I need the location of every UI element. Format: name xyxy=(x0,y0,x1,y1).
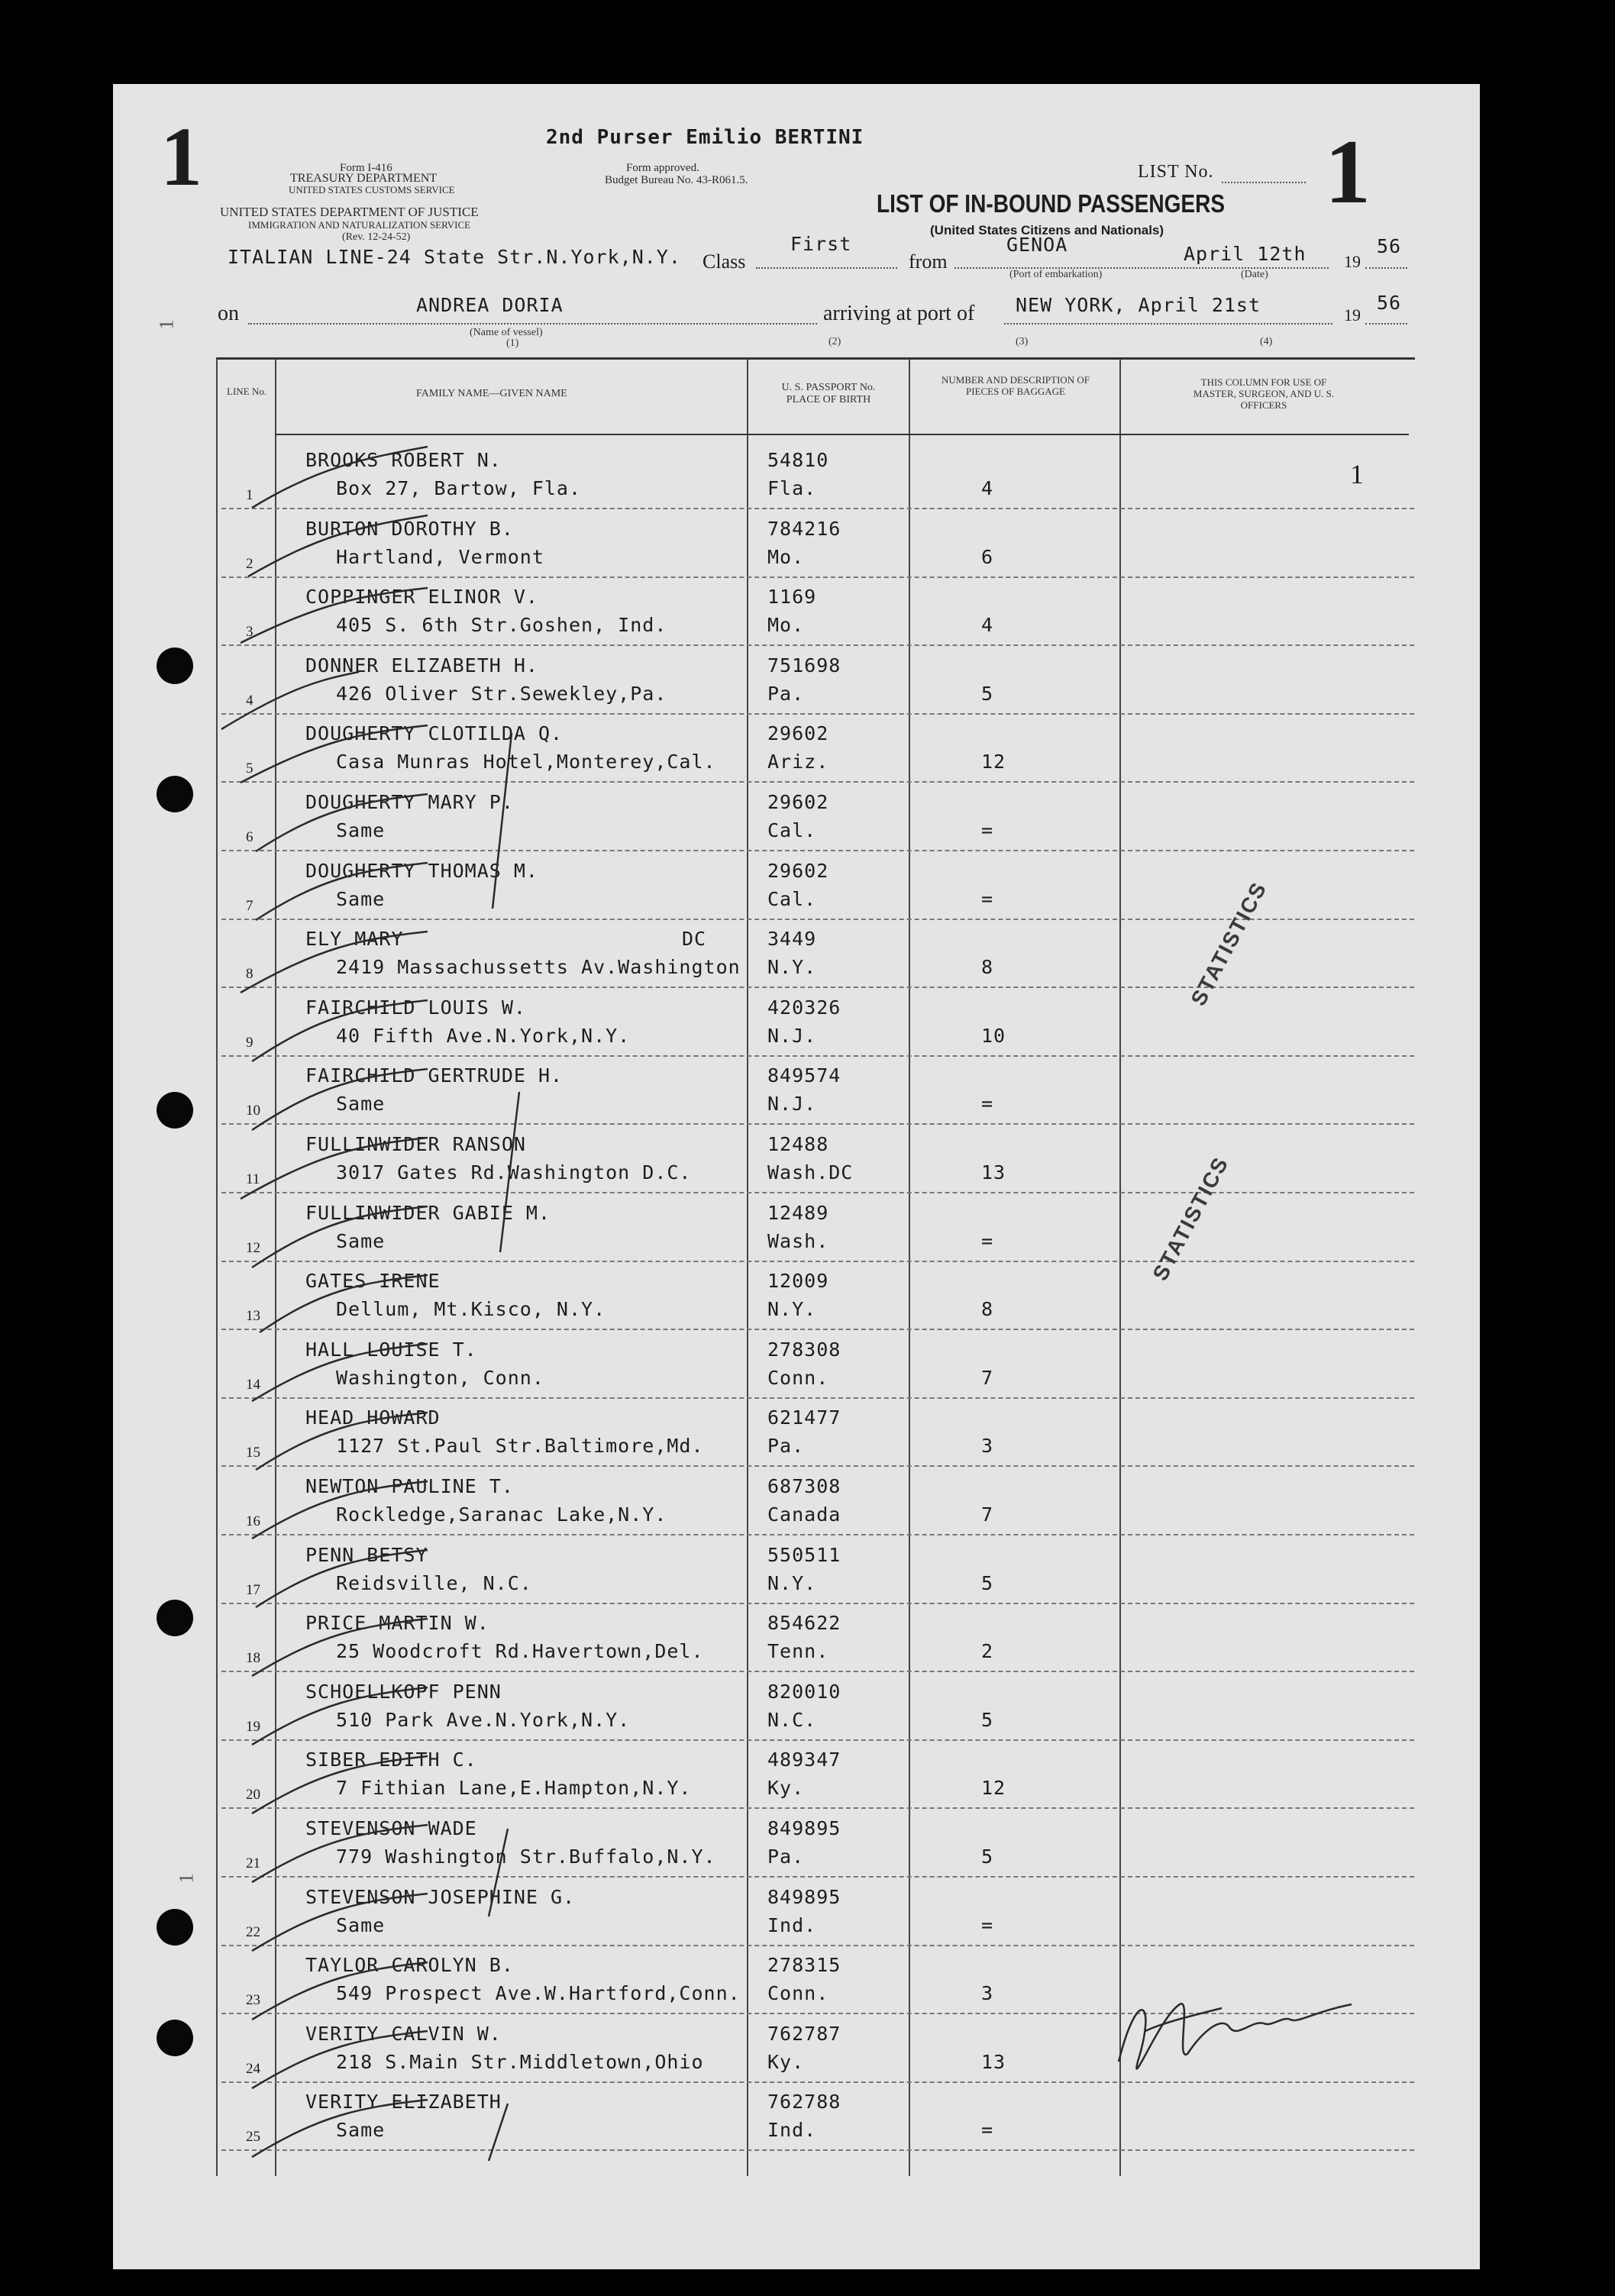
page-number-left: 1 xyxy=(160,110,202,203)
passenger-note: DC xyxy=(682,928,707,951)
place-of-birth: Ind. xyxy=(767,1913,817,1936)
passport-number: 687308 xyxy=(767,1475,841,1497)
treasury-department: TREASURY DEPARTMENT xyxy=(290,172,438,185)
passenger-name: FULLINWIDER GABIE M. xyxy=(305,1201,551,1224)
line-number: 21 xyxy=(246,1855,260,1871)
line-number: 24 xyxy=(246,2060,260,2077)
line-number: 13 xyxy=(246,1308,260,1325)
port-of-embarkation: GENOA xyxy=(1006,234,1068,256)
place-of-birth: Ky. xyxy=(767,1777,805,1800)
baggage-count: = xyxy=(981,887,994,910)
passenger-name: SIBER EDITH C. xyxy=(305,1749,477,1771)
statistics-stamp: STATISTICS xyxy=(1148,1152,1233,1285)
check-mark xyxy=(252,1687,428,1745)
line-number: 10 xyxy=(246,1103,260,1119)
baggage-count: = xyxy=(981,819,994,841)
statistics-stamp: STATISTICS xyxy=(1186,877,1271,1010)
column-number-2: (2) xyxy=(828,336,841,347)
passenger-name: PENN BETSY xyxy=(305,1543,428,1566)
line-number: 9 xyxy=(246,1034,254,1051)
margin-mark: 1 xyxy=(175,1873,198,1884)
passenger-address: Same xyxy=(336,1913,386,1936)
year-prefix: 19 xyxy=(1344,305,1361,325)
passport-number: 762787 xyxy=(767,2022,841,2045)
year-prefix: 19 xyxy=(1344,252,1361,271)
baggage-count: = xyxy=(981,2119,994,2142)
check-mark xyxy=(256,794,428,851)
passenger-name: FAIRCHILD GERTRUDE H. xyxy=(305,1064,564,1087)
vessel-caption: (Name of vessel) xyxy=(470,327,543,338)
passenger-address: Same xyxy=(336,1093,386,1116)
baggage-count: 5 xyxy=(981,682,994,705)
place-of-birth: N.Y. xyxy=(767,1298,817,1321)
place-of-birth: Conn. xyxy=(767,1366,829,1389)
baggage-count: 2 xyxy=(981,1640,994,1663)
margin-mark: 1 xyxy=(155,319,178,330)
line-number: 7 xyxy=(246,897,254,914)
check-mark xyxy=(252,1756,428,1813)
place-of-birth: N.Y. xyxy=(767,956,817,979)
departure-date: April 12th xyxy=(1184,243,1307,265)
line-number: 6 xyxy=(246,829,254,845)
passport-number: 29602 xyxy=(767,722,829,745)
check-mark xyxy=(260,1275,428,1332)
line-number: 17 xyxy=(246,1581,260,1598)
place-of-birth: N.Y. xyxy=(767,1571,817,1594)
baggage-count: 7 xyxy=(981,1503,994,1526)
passenger-address: Reidsville, N.C. xyxy=(336,1571,532,1594)
column-header-name: FAMILY NAME—GIVEN NAME xyxy=(416,388,567,399)
check-mark xyxy=(256,1413,428,1470)
passenger-address: Same xyxy=(336,887,386,910)
passenger-name: ELY MARY xyxy=(305,928,404,951)
baggage-count: 3 xyxy=(981,1982,994,2005)
passenger-address: 779 Washington Str.Buffalo,N.Y. xyxy=(336,1846,716,1868)
passport-number: 1169 xyxy=(767,586,817,609)
place-of-birth: Pa. xyxy=(767,1435,805,1458)
form-approved: Form approved. xyxy=(626,162,699,174)
passenger-address: Same xyxy=(336,1229,386,1252)
passenger-name: FAIRCHILD LOUIS W. xyxy=(305,996,526,1019)
check-mark xyxy=(221,672,359,729)
passenger-address: Same xyxy=(336,819,386,841)
passenger-name: VERITY CALVIN W. xyxy=(305,2022,502,2045)
vessel-name: ANDREA DORIA xyxy=(416,294,564,316)
column-number-3: (3) xyxy=(1016,336,1029,347)
passenger-address: 2419 Massachussetts Av.Washington xyxy=(336,956,741,979)
passport-number: 489347 xyxy=(767,1749,841,1771)
signature xyxy=(1119,2004,1352,2068)
check-mark xyxy=(256,863,428,920)
passenger-address: Same xyxy=(336,2119,386,2142)
line-number: 11 xyxy=(246,1171,260,1187)
passenger-name: TAYLOR CAROLYN B. xyxy=(305,1954,514,1977)
column-number-4: (4) xyxy=(1260,336,1273,347)
place-of-birth: Conn. xyxy=(767,1982,829,2005)
baggage-count: = xyxy=(981,1913,994,1936)
customs-service: UNITED STATES CUSTOMS SERVICE xyxy=(289,184,455,195)
passport-number: 29602 xyxy=(767,791,829,813)
check-mark xyxy=(252,447,428,508)
passenger-address: 40 Fifth Ave.N.York,N.Y. xyxy=(336,1024,631,1047)
baggage-count: 3 xyxy=(981,1435,994,1458)
line-number: 18 xyxy=(246,1650,260,1667)
arriving-label: arriving at port of xyxy=(823,302,975,325)
baggage-count: 13 xyxy=(981,2050,1006,2073)
passenger-address: Box 27, Bartow, Fla. xyxy=(336,477,582,499)
passenger-address: 25 Woodcroft Rd.Havertown,Del. xyxy=(336,1640,704,1663)
port-embark-caption: (Port of embarkation) xyxy=(1009,269,1103,280)
place-of-birth: Wash.DC xyxy=(767,1161,854,1184)
passenger-address: 3017 Gates Rd.Washington D.C. xyxy=(336,1161,692,1184)
column-number-1: (1) xyxy=(506,337,519,349)
passport-number: 751698 xyxy=(767,654,841,677)
passenger-name: HEAD HOWARD xyxy=(305,1406,441,1429)
baggage-count: 5 xyxy=(981,1708,994,1731)
passenger-address: 549 Prospect Ave.W.Hartford,Conn. xyxy=(336,1982,741,2005)
page-number-right: 1 xyxy=(1325,121,1371,222)
passenger-name: DOUGHERTY CLOTILDA Q. xyxy=(305,722,564,745)
place-of-birth: Pa. xyxy=(767,1846,805,1868)
passport-number: 849895 xyxy=(767,1817,841,1839)
passport-number: 854622 xyxy=(767,1612,841,1635)
arrival-year: 56 xyxy=(1377,292,1402,314)
line-number: 12 xyxy=(246,1239,260,1256)
line-number: 23 xyxy=(246,1992,260,2009)
place-of-birth: Ind. xyxy=(767,2119,817,2142)
passport-number: 820010 xyxy=(767,1680,841,1703)
passenger-name: FULLINWIDER RANSON xyxy=(305,1133,526,1155)
passenger-name: COPPINGER ELINOR V. xyxy=(305,586,538,609)
line-number: 19 xyxy=(246,1718,260,1735)
line-number: 22 xyxy=(246,1923,260,1940)
passenger-name: VERITY ELIZABETH xyxy=(305,2091,502,2114)
place-of-birth: Fla. xyxy=(767,477,817,499)
line-number: 1 xyxy=(246,487,254,503)
passenger-address: 426 Oliver Str.Sewekley,Pa. xyxy=(336,682,667,705)
place-of-birth: Ariz. xyxy=(767,751,829,773)
line-number: 4 xyxy=(246,692,254,709)
passport-number: 12489 xyxy=(767,1201,829,1224)
place-of-birth: Mo. xyxy=(767,614,805,637)
revision-date: (Rev. 12-24-52) xyxy=(342,231,411,243)
baggage-count: 13 xyxy=(981,1161,1006,1184)
place-of-birth: Cal. xyxy=(767,819,817,841)
check-mark xyxy=(252,1619,428,1676)
check-mark xyxy=(241,725,428,783)
baggage-count: 4 xyxy=(981,614,994,637)
official-mark: 1 xyxy=(1350,459,1364,489)
line-number: 8 xyxy=(246,966,254,983)
baggage-count: 8 xyxy=(981,956,994,979)
passenger-name: DONNER ELIZABETH H. xyxy=(305,654,538,677)
bracket-line xyxy=(489,1829,508,1917)
check-mark xyxy=(252,1962,428,2020)
check-mark xyxy=(252,1894,428,1951)
passport-number: 12009 xyxy=(767,1270,829,1293)
check-mark xyxy=(241,932,428,993)
form-subtitle: (United States Citizens and Nationals) xyxy=(930,223,1164,237)
check-mark xyxy=(252,1069,428,1130)
on-label: on xyxy=(218,302,239,325)
justice-department: UNITED STATES DEPARTMENT OF JUSTICE xyxy=(220,205,479,219)
passport-number: 420326 xyxy=(767,996,841,1019)
passenger-address: Dellum, Mt.Kisco, N.Y. xyxy=(336,1298,606,1321)
place-of-birth: N.J. xyxy=(767,1093,817,1116)
passenger-address: Casa Munras Hotel,Monterey,Cal. xyxy=(336,751,716,773)
baggage-count: = xyxy=(981,1093,994,1116)
passenger-name: DOUGHERTY MARY P. xyxy=(305,791,514,813)
line-number: 20 xyxy=(246,1787,260,1804)
from-label: from xyxy=(909,250,948,273)
passenger-name: DOUGHERTY THOMAS M. xyxy=(305,859,538,882)
baggage-count: 12 xyxy=(981,751,1006,773)
baggage-count: 4 xyxy=(981,477,994,499)
passenger-name: HALL LOUISE T. xyxy=(305,1338,477,1361)
departure-year: 56 xyxy=(1377,235,1402,257)
passport-number: 3449 xyxy=(767,928,817,951)
check-mark xyxy=(248,515,428,576)
check-mark xyxy=(256,1550,428,1607)
passport-number: 550511 xyxy=(767,1543,841,1566)
baggage-count: 8 xyxy=(981,1298,994,1321)
place-of-birth: N.C. xyxy=(767,1708,817,1731)
budget-bureau: Budget Bureau No. 43-R061.5. xyxy=(605,174,748,186)
passport-number: 784216 xyxy=(767,517,841,540)
check-mark xyxy=(252,1000,428,1061)
passenger-address: Rockledge,Saranac Lake,N.Y. xyxy=(336,1503,667,1526)
check-mark xyxy=(252,2100,428,2157)
class-label: Class xyxy=(703,250,746,273)
line-number: 5 xyxy=(246,760,254,777)
passport-number: 12488 xyxy=(767,1133,829,1155)
form-title: LIST OF IN-BOUND PASSENGERS xyxy=(877,189,1226,218)
passenger-name: GATES IRENE xyxy=(305,1270,441,1293)
passenger-name: BROOKS ROBERT N. xyxy=(305,449,502,471)
passenger-name: BURTON DOROTHY B. xyxy=(305,517,514,540)
date-caption: (Date) xyxy=(1241,269,1268,280)
place-of-birth: Canada xyxy=(767,1503,841,1526)
passport-number: 621477 xyxy=(767,1406,841,1429)
list-no-label: LIST No. xyxy=(1138,162,1214,182)
passport-number: 278308 xyxy=(767,1338,841,1361)
baggage-count: 5 xyxy=(981,1571,994,1594)
baggage-count: = xyxy=(981,1229,994,1252)
check-mark xyxy=(241,588,428,643)
check-mark xyxy=(252,1344,428,1401)
check-mark xyxy=(252,1481,428,1539)
passenger-name: STEVENSON WADE xyxy=(305,1817,477,1839)
place-of-birth: Ky. xyxy=(767,2050,805,2073)
passenger-address: 510 Park Ave.N.York,N.Y. xyxy=(336,1708,631,1731)
passenger-address: Hartland, Vermont xyxy=(336,545,544,568)
place-of-birth: Mo. xyxy=(767,545,805,568)
arrival-port-date: NEW YORK, April 21st xyxy=(1016,294,1261,316)
baggage-count: 7 xyxy=(981,1366,994,1389)
line-number: 3 xyxy=(246,624,254,641)
passport-number: 54810 xyxy=(767,449,829,471)
baggage-count: 5 xyxy=(981,1846,994,1868)
column-header-official: THIS COLUMN FOR USE OF MASTER, SURGEON, AND U. S. OFFICERS xyxy=(1193,376,1335,411)
place-of-birth: Tenn. xyxy=(767,1640,829,1663)
passenger-name: SCHOELLKOPF PENN xyxy=(305,1680,502,1703)
passenger-name: NEWTON PAULINE T. xyxy=(305,1475,514,1497)
passenger-address: 405 S. 6th Str.Goshen, Ind. xyxy=(336,614,667,637)
bracket-line xyxy=(493,733,512,909)
check-mark xyxy=(252,1825,428,1882)
baggage-count: 6 xyxy=(981,545,994,568)
column-header-baggage: NUMBER AND DESCRIPTION OF PIECES OF BAGGAGE xyxy=(942,374,1090,397)
check-mark xyxy=(252,2031,428,2088)
class-value: First xyxy=(790,233,852,255)
bracket-line xyxy=(500,1092,519,1252)
line-number: 2 xyxy=(246,555,254,572)
passport-number: 849895 xyxy=(767,1885,841,1908)
passport-number: 29602 xyxy=(767,859,829,882)
line-number: 14 xyxy=(246,1376,260,1393)
form-number: Form I-416 xyxy=(340,162,392,174)
baggage-count: 12 xyxy=(981,1777,1006,1800)
passport-number: 278315 xyxy=(767,1954,841,1977)
line-number: 16 xyxy=(246,1513,260,1529)
passenger-name: STEVENSON JOSEPHINE G. xyxy=(305,1885,576,1908)
check-mark xyxy=(241,1138,428,1199)
bracket-line xyxy=(489,2104,508,2161)
purser-name: 2nd Purser Emilio BERTINI xyxy=(546,126,864,149)
passport-number: 762788 xyxy=(767,2091,841,2114)
line-number: 25 xyxy=(246,2129,260,2146)
passenger-address: Washington, Conn. xyxy=(336,1366,544,1389)
place-of-birth: N.J. xyxy=(767,1024,817,1047)
passenger-address: 218 S.Main Str.Middletown,Ohio xyxy=(336,2050,704,2073)
line-number: 15 xyxy=(246,1445,260,1461)
passport-number: 849574 xyxy=(767,1064,841,1087)
check-mark xyxy=(252,1206,428,1267)
passenger-address: 1127 St.Paul Str.Baltimore,Md. xyxy=(336,1435,704,1458)
place-of-birth: Pa. xyxy=(767,682,805,705)
passenger-name: PRICE MARTIN W. xyxy=(305,1612,489,1635)
immigration-service: IMMIGRATION AND NATURALIZATION SERVICE xyxy=(248,219,471,231)
line-address: ITALIAN LINE-24 State Str.N.York,N.Y. xyxy=(228,246,681,268)
column-header-line-no: LINE No. xyxy=(227,386,266,397)
passenger-address: 7 Fithian Lane,E.Hampton,N.Y. xyxy=(336,1777,692,1800)
column-header-passport: U. S. PASSPORT No. PLACE OF BIRTH xyxy=(781,382,876,405)
place-of-birth: Cal. xyxy=(767,887,817,910)
baggage-count: 10 xyxy=(981,1024,1006,1047)
place-of-birth: Wash. xyxy=(767,1229,829,1252)
